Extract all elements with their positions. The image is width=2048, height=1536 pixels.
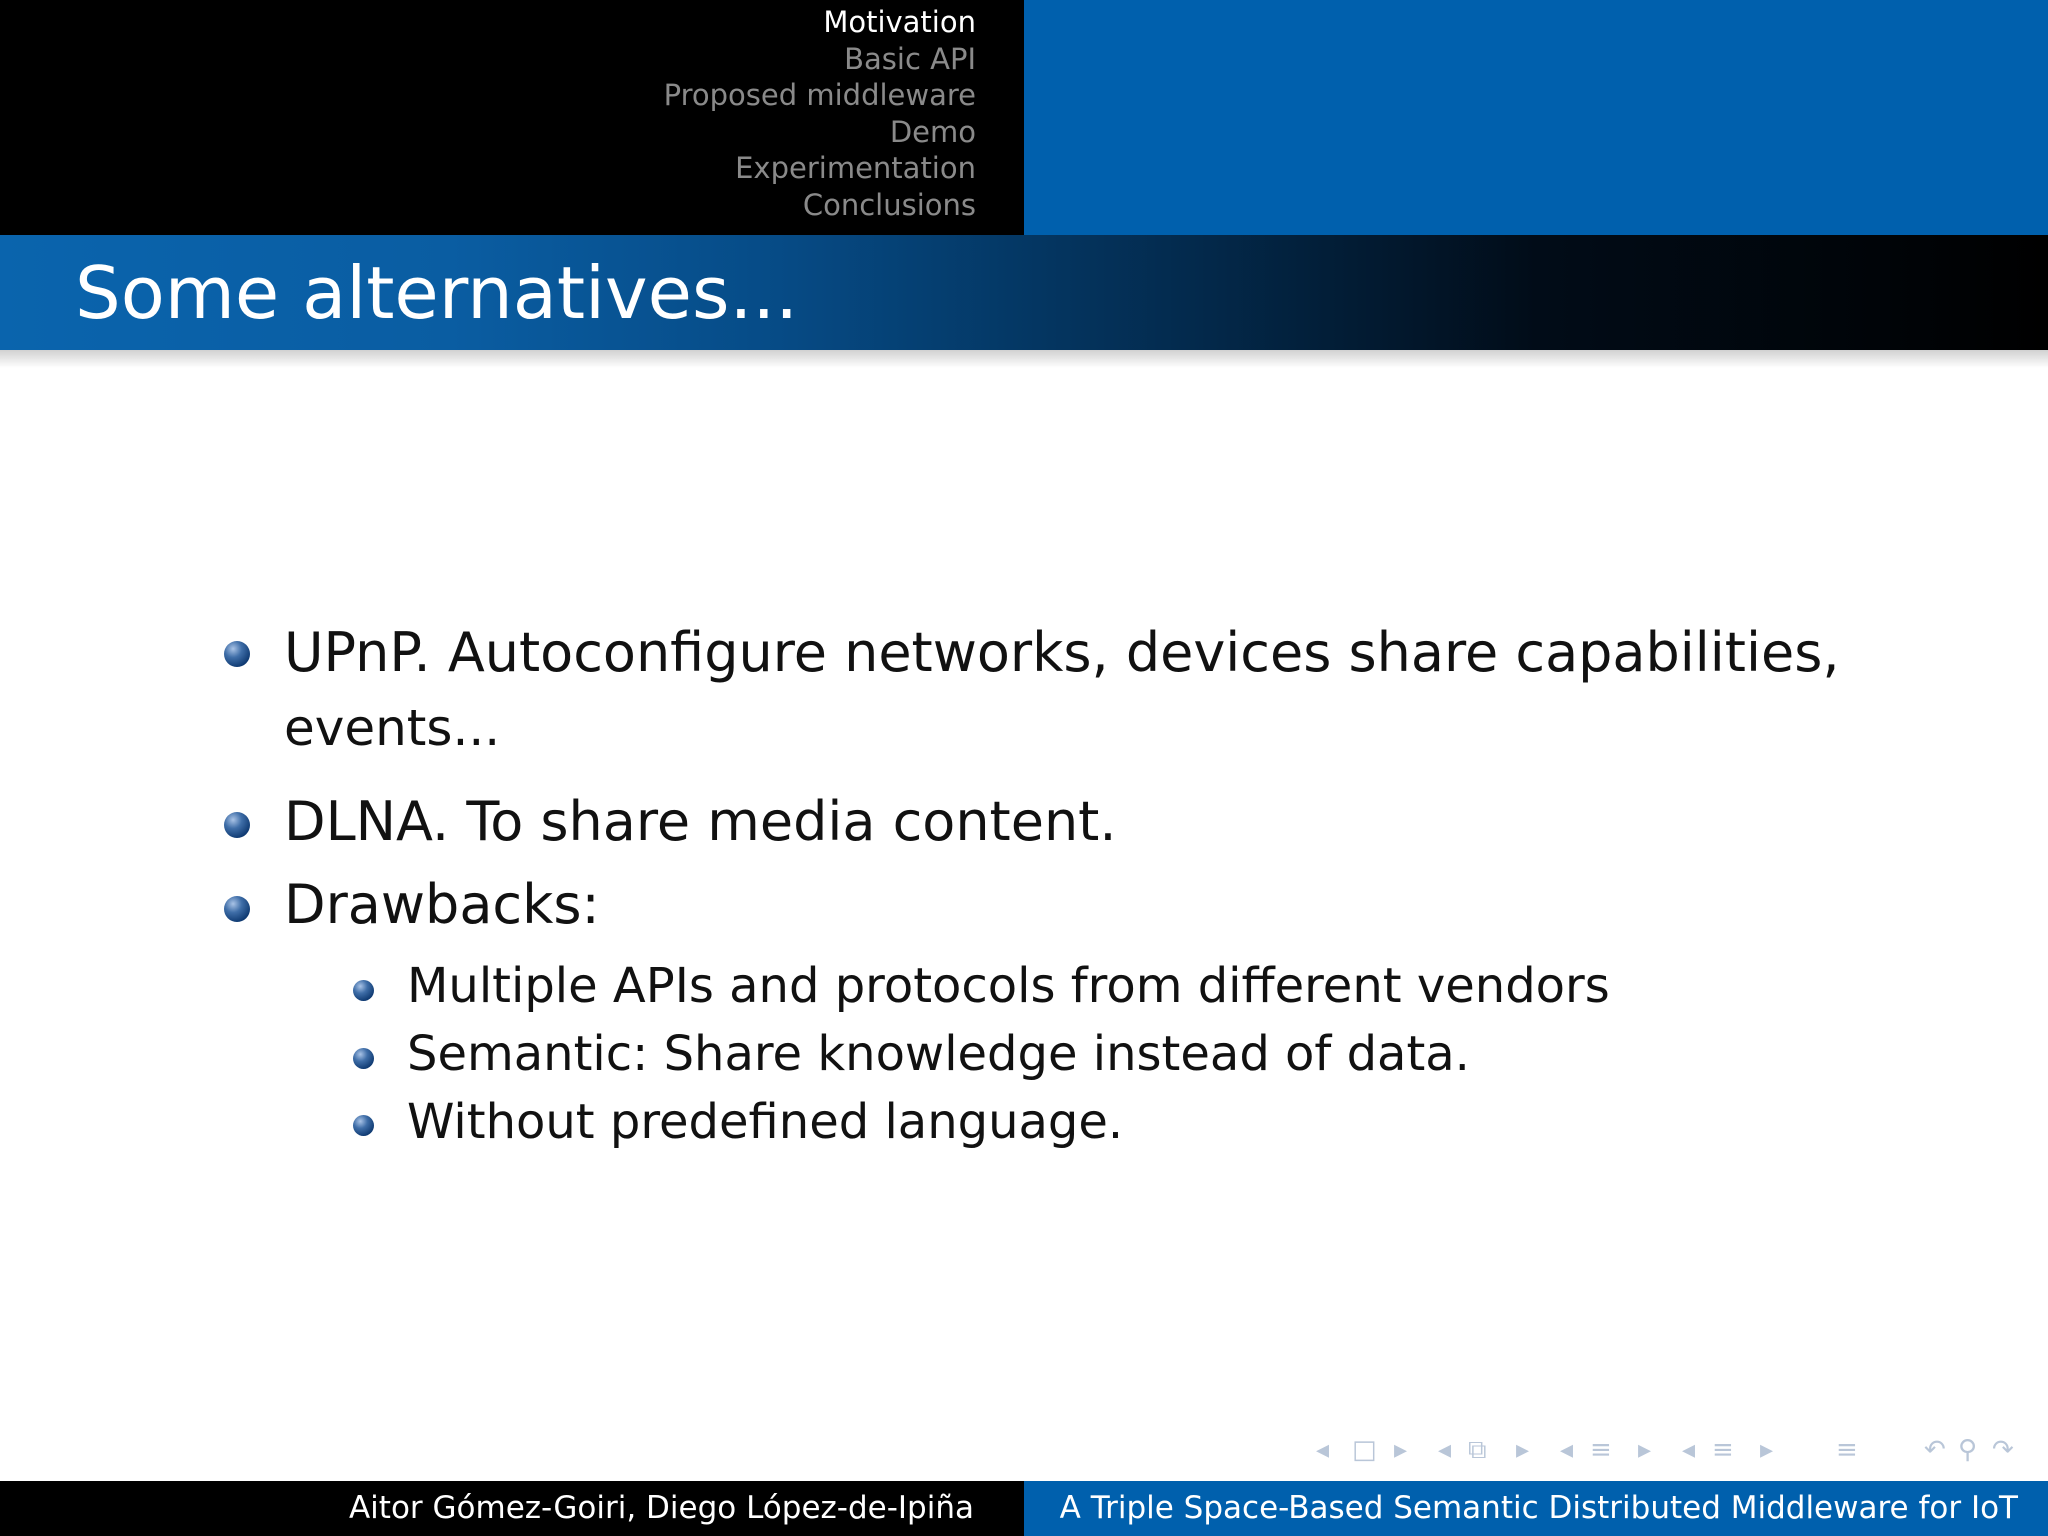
bullet-text-upnp-continued: events... (284, 699, 501, 757)
nav-section-conclusions[interactable]: Conclusions (802, 187, 976, 222)
sub-bullet-text-apis: Multiple APIs and protocols from different vendors (407, 958, 1610, 1014)
footer-authors: Aitor Gómez-Goiri, Diego López-de-Ipiña (348, 1490, 974, 1526)
forward-icon[interactable]: ↷ (1992, 1435, 2014, 1465)
back-icon[interactable]: ↶ (1924, 1435, 1946, 1465)
navigation-symbols (1310, 1430, 2040, 1470)
footer-title-panel (1024, 1481, 2048, 1536)
sub-bullet-icon (353, 1048, 374, 1069)
subsection-icon[interactable]: ≡ (1590, 1435, 1612, 1465)
bullet-icon (224, 896, 250, 922)
search-icon[interactable]: ⚲ (1958, 1435, 1978, 1465)
slide-prev-icon[interactable]: ◂ (1316, 1435, 1330, 1465)
bullet-text-drawbacks: Drawbacks: (284, 873, 600, 936)
nav-section-motivation[interactable]: Motivation (823, 5, 976, 39)
section-next-icon[interactable]: ▸ (1760, 1435, 1774, 1465)
bullet-text-upnp: UPnP. Autoconfigure networks, devices share capabilities, (284, 621, 1840, 684)
footer-authors-panel (0, 1481, 1024, 1536)
frame-title: Some alternatives... (75, 251, 799, 335)
bullet-icon (224, 641, 250, 667)
header-blue-panel (1024, 0, 2048, 235)
sub-bullet-text-semantic: Semantic: Share knowledge instead of data. (407, 1026, 1470, 1082)
footer-talk-title: A Triple Space-Based Semantic Distributed Middleware for IoT (1059, 1490, 2018, 1526)
frame-next-icon[interactable]: ▸ (1516, 1435, 1530, 1465)
document-icon[interactable]: ≡ (1836, 1435, 1858, 1465)
slide-next-icon[interactable]: ▸ (1394, 1435, 1408, 1465)
section-icon[interactable]: ≡ (1712, 1435, 1734, 1465)
sub-bullet-icon (353, 1115, 374, 1136)
section-prev-icon[interactable]: ◂ (1682, 1435, 1696, 1465)
subsection-next-icon[interactable]: ▸ (1638, 1435, 1652, 1465)
nav-section-basic-api[interactable]: Basic API (844, 41, 976, 76)
frame-icon[interactable]: ⧉ (1468, 1435, 1487, 1465)
subsection-prev-icon[interactable]: ◂ (1560, 1435, 1574, 1465)
nav-section-experimentation[interactable]: Experimentation (735, 151, 976, 186)
bullet-text-dlna: DLNA. To share media content. (284, 790, 1117, 853)
nav-section-demo[interactable]: Demo (889, 114, 976, 149)
sub-bullet-text-language: Without predefined language. (407, 1094, 1124, 1150)
frame-prev-icon[interactable]: ◂ (1438, 1435, 1452, 1465)
sub-bullet-icon (353, 980, 374, 1001)
section-navigation-list (664, 4, 976, 224)
bullet-icon (224, 812, 250, 838)
slide-icon[interactable]: □ (1352, 1435, 1377, 1465)
nav-section-proposed-middleware[interactable]: Proposed middleware (663, 78, 976, 113)
title-bar-shadow (0, 350, 2048, 368)
section-navigation-panel (0, 0, 1024, 235)
